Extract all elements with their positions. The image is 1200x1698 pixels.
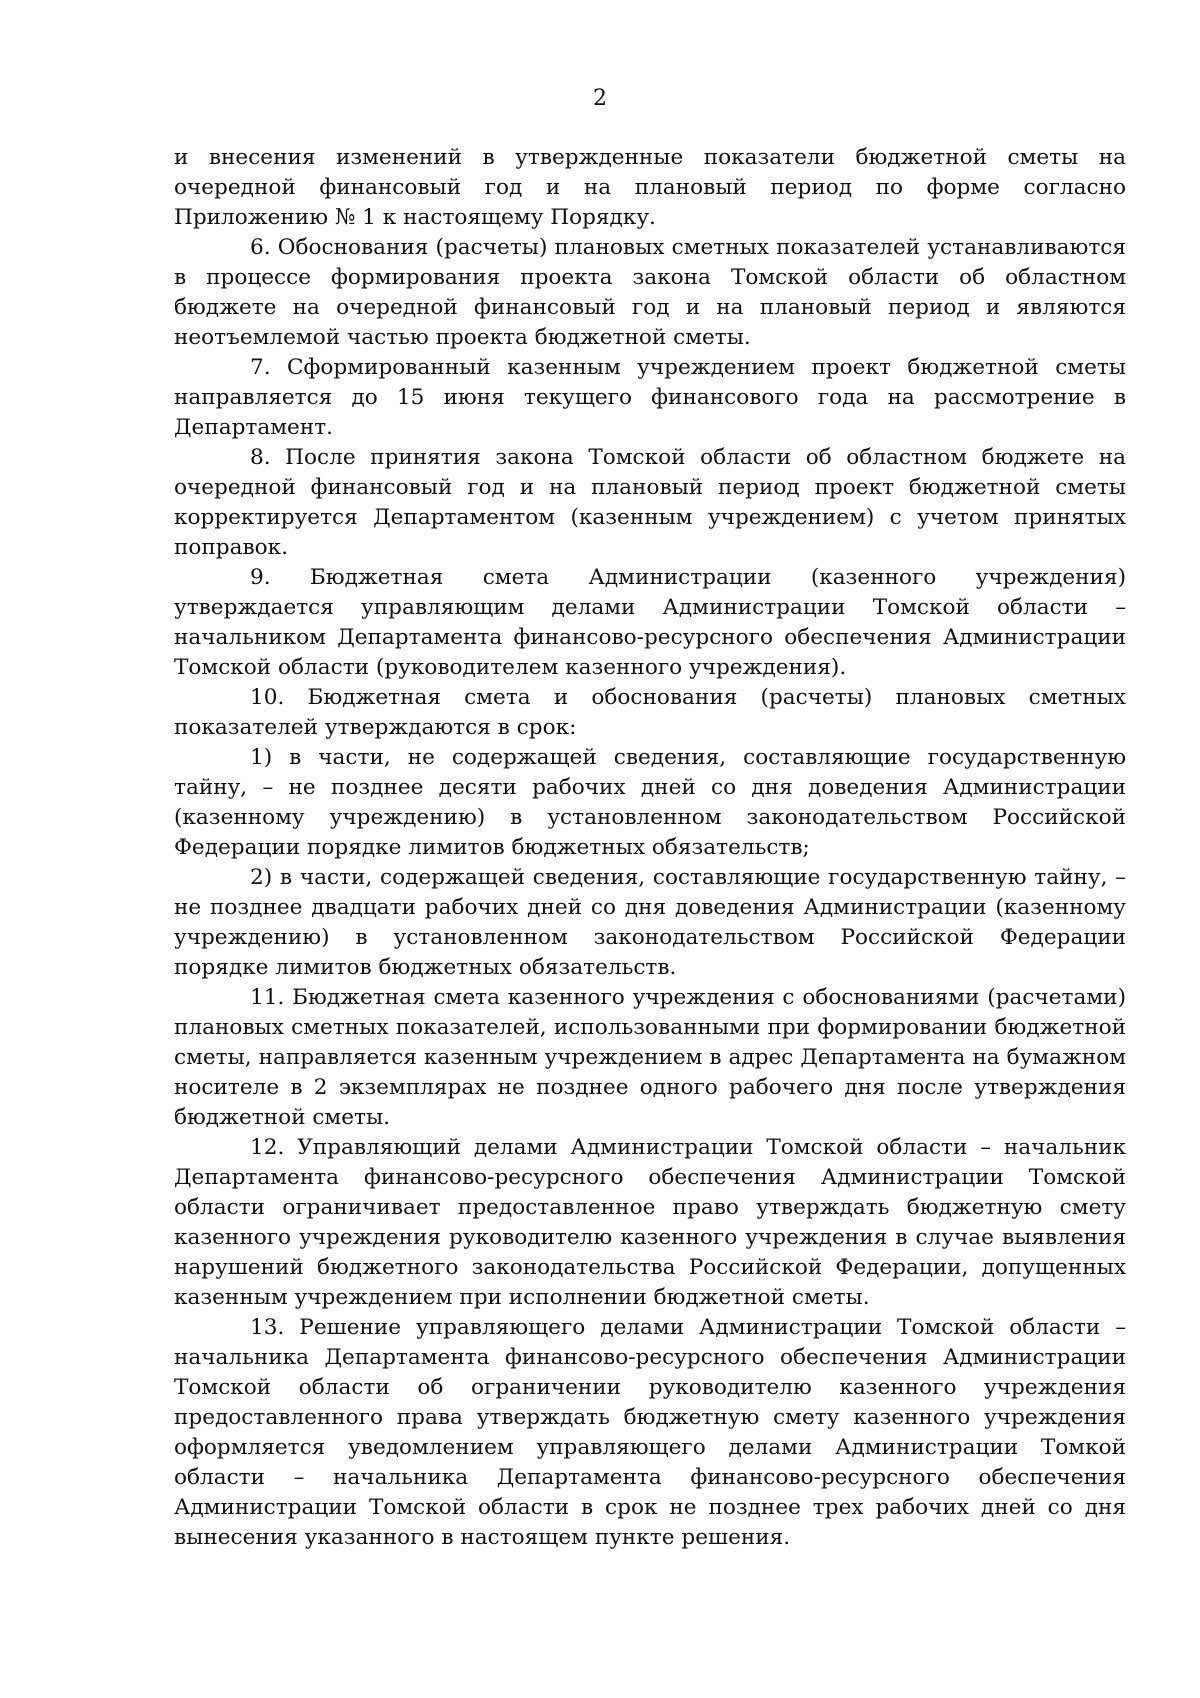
paragraph-11: 11. Бюджетная смета казенного учреждения с обоснованиями (расчетами) плановых сметных показателей, использованными при формировании бюджетной сметы, направляется казенным учреждением в адрес Департамента на бумажном носителе в 2 экземплярах не позднее одного рабочего дня после утверждения бюджетной сметы. <box>174 985 1126 1130</box>
paragraph-7: 7. Сформированный казенным учреждением проект бюджетной сметы направляется до 15 июня текущего финансового года на рассмотрение в Департамент. <box>174 355 1126 440</box>
paragraph-10-item-1: 1) в части, не содержащей сведения, составляющие государственную тайну, – не позднее десяти рабочих дней со дня доведения Администрации (казенному учреждению) в установленном законодательством Российской Федерации порядке лимитов бюджетных обязательств; <box>174 745 1126 860</box>
paragraph-8: 8. После принятия закона Томской области об областном бюджете на очередной финансовый год и на плановый период проект бюджетной сметы корректируется Департаментом (казенным учреждением) с учетом принятых поправок. <box>174 445 1126 560</box>
paragraph-12: 12. Управляющий делами Администрации Томской области – начальник Департамента финансово-ресурсного обеспечения Администрации Томской области ограничивает предоставленное право утверждать бюджетную смету казенного учреждения руководителю казенного учреждения в случае выявления нарушений бюджетного законодательства Российской Федерации, допущенных казенным учреждением при исполнении бюджетной сметы. <box>174 1135 1126 1310</box>
paragraph-9: 9. Бюджетная смета Администрации (казенного учреждения) утверждается управляющим делами Администрации Томской области – начальником Департамента финансово-ресурсного обеспечения Администрации Томской области (руководителем казенного учреждения). <box>174 565 1126 680</box>
paragraph-10-item-2: 2) в части, содержащей сведения, составляющие государственную тайну, – не позднее двадцати рабочих дней со дня доведения Администрации (казенному учреждению) в установленном законодательством Российской Федерации порядке лимитов бюджетных обязательств. <box>174 865 1126 980</box>
paragraph-13: 13. Решение управляющего делами Администрации Томской области – начальника Департамента финансово-ресурсного обеспечения Администрации Томской области об ограничении руководителю казенного учреждения предоставленного права утверждать бюджетную смету казенного учреждения оформляется уведомлением управляющего делами Администрации Томкой области – начальника Департамента финансово-ресурсного обеспечения Администрации Томской области в срок не позднее трех рабочих дней со дня вынесения указанного в настоящем пункте решения. <box>174 1315 1126 1550</box>
paragraph-10: 10. Бюджетная смета и обоснования (расчеты) плановых сметных показателей утверждаются в срок: <box>174 685 1126 740</box>
document-body <box>174 143 1126 1553</box>
paragraph-continuation: и внесения изменений в утвержденные показатели бюджетной сметы на очередной финансовый год и на плановый период по форме согласно Приложению № 1 к настоящему Порядку. <box>174 145 1126 230</box>
page-number: 2 <box>593 86 607 111</box>
paragraph-6: 6. Обоснования (расчеты) плановых сметных показателей устанавливаются в процессе формирования проекта закона Томской области об областном бюджете на очередной финансовый год и на плановый период и являются неотъемлемой частью проекта бюджетной сметы. <box>174 235 1126 350</box>
